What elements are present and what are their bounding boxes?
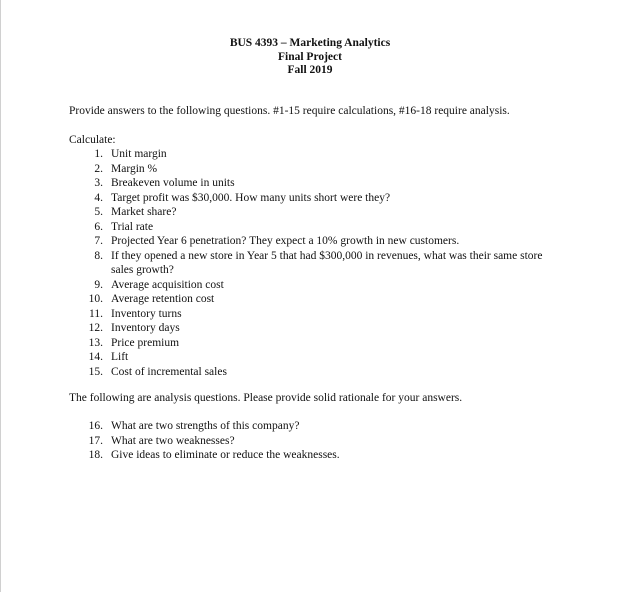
item-number: 6. — [94, 220, 103, 233]
analysis-intro: The following are analysis questions. Please provide solid rationale for your answers. — [69, 392, 463, 404]
document-header — [0, 37, 620, 78]
list-item — [86, 220, 566, 235]
list-item — [86, 307, 566, 322]
item-text: Target profit was $30,000. How many units short were they? — [111, 191, 391, 204]
item-text: Trial rate — [111, 220, 154, 233]
item-number: 8. — [94, 249, 103, 262]
list-item — [86, 321, 566, 336]
intro-paragraph: Provide answers to the following questions. #1-15 require calculations, #16-18 require analysis. — [69, 105, 510, 117]
item-text: Give ideas to eliminate or reduce the weaknesses. — [111, 449, 340, 461]
list-item — [86, 448, 566, 463]
item-number: 9. — [94, 278, 103, 291]
item-text: Projected Year 6 penetration? They expect a 10% growth in new customers. — [111, 235, 460, 247]
course-title: BUS 4393 – Marketing Analytics — [229, 37, 391, 49]
item-text: Average retention cost — [111, 293, 215, 305]
list-item — [86, 278, 566, 293]
list-item — [86, 205, 566, 220]
list-item — [86, 249, 566, 278]
item-text: What are two weaknesses? — [111, 434, 235, 447]
item-number: 16. — [88, 420, 103, 432]
item-text: Breakeven volume in units — [111, 177, 235, 189]
item-number: 7. — [94, 235, 103, 247]
list-item — [86, 365, 566, 380]
item-number: 14. — [88, 351, 103, 363]
project-title: Final Project — [278, 50, 342, 63]
term-title: Fall 2019 — [287, 64, 333, 76]
list-item — [86, 162, 566, 177]
item-number: 3. — [94, 177, 103, 189]
list-item — [86, 147, 566, 162]
item-number: 12. — [88, 322, 103, 334]
item-number: 2. — [94, 162, 103, 175]
item-text: Average acquisition cost — [111, 278, 224, 291]
item-text: Price premium — [111, 336, 180, 349]
calculation-list — [86, 147, 566, 379]
list-item — [86, 292, 566, 307]
item-number: 4. — [94, 191, 103, 204]
list-item — [86, 434, 566, 449]
item-number: 5. — [94, 206, 103, 218]
list-item — [86, 350, 566, 365]
item-text: Cost of incremental sales — [111, 365, 227, 378]
item-number: 1. — [94, 148, 103, 160]
list-item — [86, 176, 566, 191]
list-item — [86, 419, 566, 434]
list-item — [86, 336, 566, 351]
item-number: 13. — [88, 336, 103, 349]
item-number: 15. — [88, 365, 103, 378]
analysis-list — [86, 419, 566, 463]
item-number: 10. — [88, 293, 103, 305]
item-text: Lift — [111, 351, 129, 363]
item-text: If they opened a new store in Year 5 that had $300,000 in revenues, what was their same store sales growth? — [111, 249, 543, 276]
calculate-label: Calculate: — [69, 134, 116, 146]
item-text: Unit margin — [111, 148, 167, 160]
list-item — [86, 234, 566, 249]
item-text: Inventory days — [111, 322, 180, 334]
item-number: 18. — [88, 449, 103, 461]
item-text: Market share? — [111, 206, 177, 218]
item-number: 17. — [88, 434, 103, 447]
item-text: What are two strengths of this company? — [111, 420, 300, 432]
list-item — [86, 191, 566, 206]
item-text: Margin % — [111, 162, 158, 175]
item-number: 11. — [89, 307, 103, 320]
page-edge-divider — [0, 0, 1, 592]
item-text: Inventory turns — [111, 307, 182, 320]
